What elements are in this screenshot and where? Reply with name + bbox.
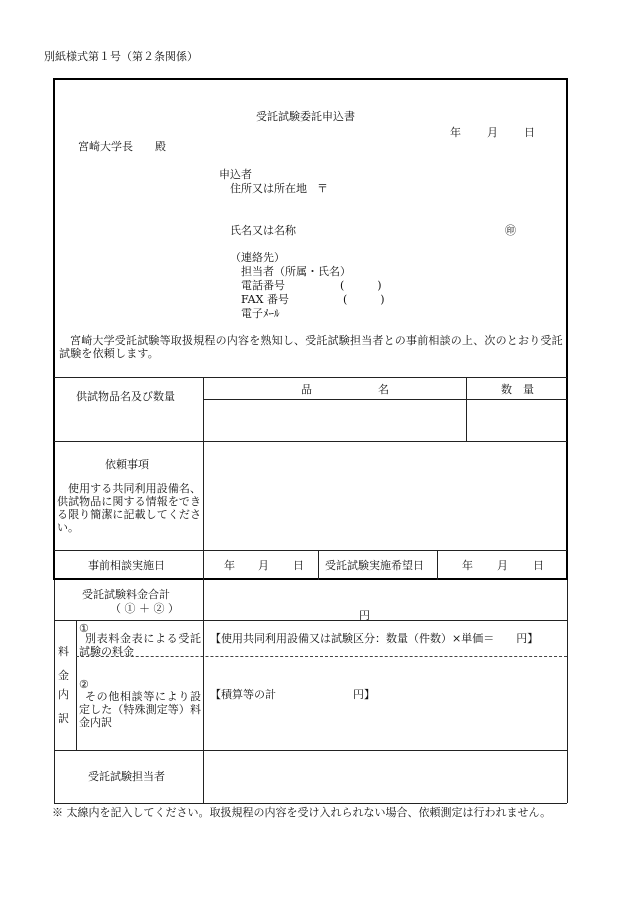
breakdown-char-1: 料 bbox=[58, 645, 69, 658]
request-matters-field[interactable] bbox=[205, 443, 566, 549]
breakdown-char-4: 訳 bbox=[58, 712, 69, 725]
fee-item2-value: 【積算等の計 円】 bbox=[210, 688, 375, 701]
contact-fax-paren: ( ) bbox=[343, 293, 385, 306]
prior-consult-label: 事前相談実施日 bbox=[88, 559, 165, 572]
form-title: 受託試験委託申込書 bbox=[256, 110, 355, 123]
contact-heading: （連絡先） bbox=[230, 251, 285, 264]
person-in-charge-field[interactable] bbox=[205, 752, 566, 802]
fee-item1-number: ① bbox=[79, 622, 89, 635]
quantity-field[interactable] bbox=[468, 401, 566, 440]
date-year: 年 bbox=[450, 126, 461, 139]
postal-mark: 〒 bbox=[317, 182, 328, 195]
item-name-header: 品 名 bbox=[301, 383, 389, 396]
prior-day: 日 bbox=[293, 559, 304, 572]
breakdown-char-3: 内 bbox=[58, 688, 69, 701]
person-in-charge-label: 受託試験担当者 bbox=[88, 770, 165, 783]
applicant-heading: 申込者 bbox=[219, 168, 252, 181]
contact-phone-label: 電話番号 bbox=[241, 279, 285, 292]
fee-total-yen: 円 bbox=[359, 609, 370, 622]
request-matters-label: 依頼事項 bbox=[105, 458, 149, 471]
fee-total-field[interactable] bbox=[205, 582, 566, 619]
contact-email-label: 電子ﾒｰﾙ bbox=[241, 307, 280, 320]
form-number-label: 別紙様式第１号（第２条関係） bbox=[44, 50, 198, 63]
request-matters-note: 使用する共同利用設備名、供試物品に関する情報をできる限り簡潔に記載してください。 bbox=[57, 482, 201, 534]
contact-person: 担当者（所属・氏名） bbox=[241, 265, 351, 278]
address-label: 住所又は所在地 bbox=[230, 182, 307, 195]
quantity-header: 数 量 bbox=[501, 383, 534, 396]
fee-item1-value: 【使用共同利用設備又は試験区分：数量（件数）×単価＝ 円】 bbox=[210, 632, 539, 645]
desired-date-label: 受託試験実施希望日 bbox=[325, 559, 424, 572]
breakdown-char-2: 金 bbox=[58, 669, 69, 682]
footnote: ※ 太線内を記入してください。取扱規程の内容を受け入れられない場合、依頼測定は行われません。 bbox=[52, 806, 552, 819]
fee-total-formula: （ ① ＋ ② ） bbox=[110, 602, 179, 615]
contact-fax-label: FAX 番号 bbox=[241, 293, 289, 306]
seal-mark: ㊞ bbox=[505, 224, 516, 237]
fee-item2-number: ② bbox=[79, 678, 89, 691]
prior-year: 年 bbox=[224, 559, 235, 572]
contact-phone-paren: ( ) bbox=[340, 279, 382, 292]
fee-item2-label: その他相談等により設定した（特殊測定等）料金内訳 bbox=[79, 690, 201, 729]
sample-label: 供試物品名及び数量 bbox=[76, 390, 175, 403]
date-month: 月 bbox=[487, 126, 498, 139]
fee-total-label: 受託試験料金合計 bbox=[82, 588, 170, 601]
desired-year: 年 bbox=[462, 559, 473, 572]
desired-day: 日 bbox=[533, 559, 544, 572]
name-label: 氏名又は名称 bbox=[230, 224, 296, 237]
item-name-field[interactable] bbox=[205, 401, 465, 440]
date-day: 日 bbox=[524, 126, 535, 139]
request-statement: 宮崎大学受託試験等取扱規程の内容を熟知し、受託試験担当者との事前相談の上、次のとおり受託試験を依頼します。 bbox=[59, 334, 563, 360]
prior-month: 月 bbox=[258, 559, 269, 572]
desired-month: 月 bbox=[497, 559, 508, 572]
addressee: 宮崎大学長 殿 bbox=[78, 140, 166, 153]
fee-item1-label: 別表料金表による受託試験の料金 bbox=[79, 632, 201, 658]
